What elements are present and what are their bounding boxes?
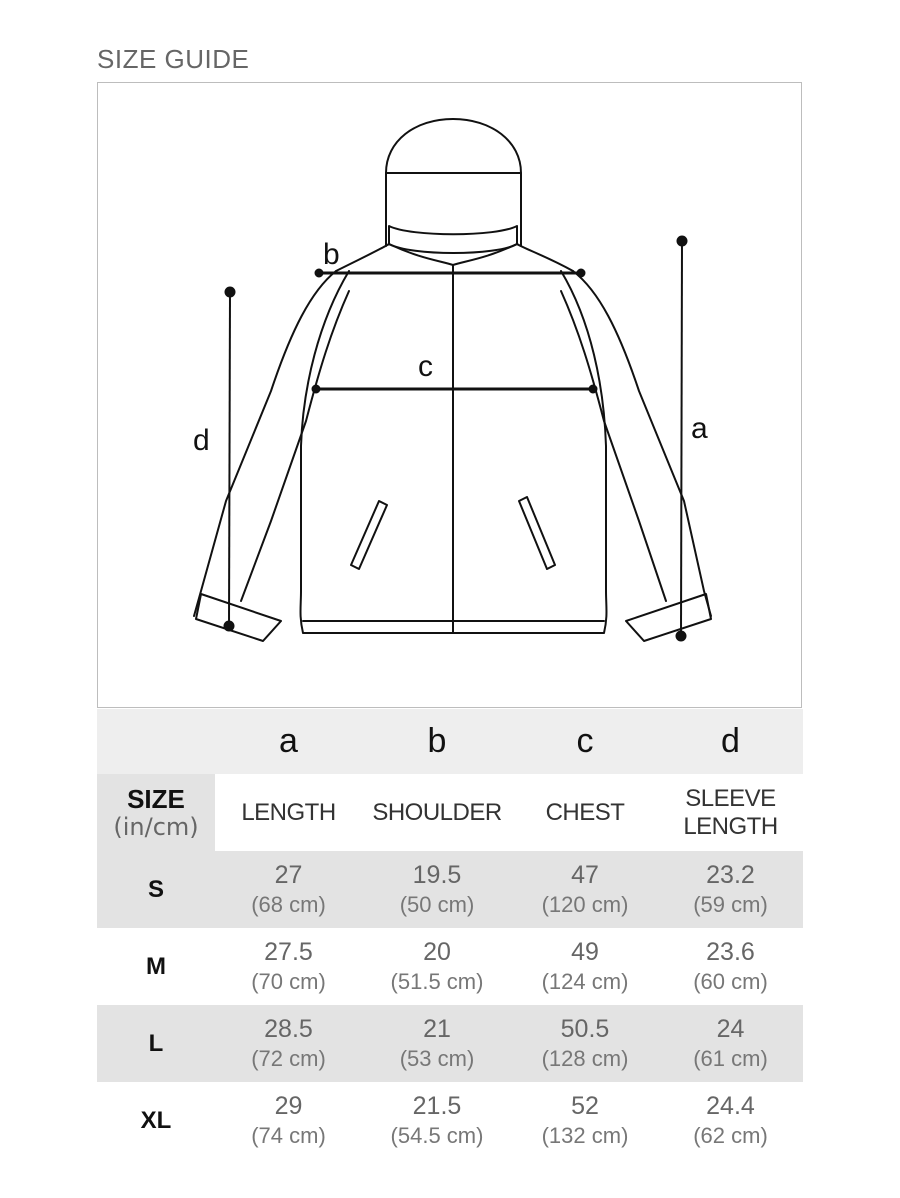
measure-dot-a-top [677,236,687,246]
shoulder-yoke [336,244,573,271]
measure-line-d [229,292,230,626]
cm-value: (50 cm) [399,891,475,917]
value-cell [512,928,658,1005]
inch-value: 24 [716,1014,745,1043]
inch-value: 50.5 [560,1014,610,1043]
size-header-units: (in/cm) [113,812,199,841]
value-cell [658,851,803,928]
value-cell [512,1005,658,1082]
value-cell [215,851,362,928]
measure-dot-a-bottom [676,631,686,641]
cm-value: (68 cm) [251,891,326,917]
right-cuff [626,594,711,641]
cm-value: (59 cm) [693,891,768,917]
size-header-title: SIZE [127,783,185,814]
inch-value: 27 [274,860,303,889]
label-a: a [691,412,708,445]
column-header-sleeve-length [658,774,803,851]
jacket-diagram [97,82,802,708]
left-cuff [196,594,281,641]
measure-dot-d-bottom [224,621,234,631]
jacket-diagram-svg [98,83,803,709]
label-d: d [193,424,210,457]
letter-a: a [279,722,298,760]
inch-value: 28.5 [264,1014,313,1043]
cm-value: (120 cm) [541,891,629,917]
column-header-sleeve-line2: LENGTH [683,812,778,840]
letter-row-corner [97,709,215,774]
cm-value: (124 cm) [541,968,629,994]
left-sleeve-outer [194,271,336,616]
size-header [97,774,215,851]
cm-value: (74 cm) [251,1122,326,1148]
measure-dot-b-right [577,269,585,277]
page-title: SIZE GUIDE [97,44,250,74]
size-table [97,709,803,1159]
label-b: b [323,238,340,271]
inch-value: 21 [423,1014,451,1043]
letter-d: d [721,722,740,760]
cm-value: (70 cm) [251,968,326,994]
cm-value: (51.5 cm) [390,968,484,994]
cm-value: (128 cm) [541,1045,629,1071]
right-sleeve-inner [561,291,666,601]
inch-value: 27.5 [264,937,313,966]
measure-dot-c-right [589,385,597,393]
value-cell [215,928,362,1005]
column-header-length: LENGTH [241,798,336,826]
value-cell [215,1005,362,1082]
value-cell [362,928,512,1005]
cm-value: (72 cm) [251,1045,326,1071]
measure-dot-d-top [225,287,235,297]
value-cell [362,851,512,928]
letter-c: c [576,722,594,760]
measure-dot-b-left [315,269,323,277]
value-cell [362,1005,512,1082]
right-pocket [519,497,555,569]
value-cell [512,1082,658,1159]
cm-value: (54.5 cm) [390,1122,484,1148]
label-c: c [418,350,433,383]
cm-value: (53 cm) [399,1045,475,1071]
value-cell [658,1005,803,1082]
cm-value: (62 cm) [693,1122,768,1148]
header-row [97,774,803,851]
letter-row [97,709,803,774]
inch-value: 19.5 [412,860,462,889]
column-header-shoulder: SHOULDER [372,798,502,826]
size-label: L [148,1029,164,1057]
inch-value: 24.4 [706,1091,755,1120]
hood-outline [386,119,521,246]
inch-value: 20 [423,937,451,966]
inch-value: 49 [571,937,599,966]
inch-value: 52 [571,1091,599,1120]
inch-value: 47 [571,860,599,889]
value-cell [658,1082,803,1159]
size-label: S [147,875,164,903]
value-cell [658,928,803,1005]
cm-value: (132 cm) [541,1122,629,1148]
table-row [97,1082,803,1159]
cm-value: (61 cm) [693,1045,768,1071]
left-sleeve-inner [241,291,349,601]
measure-dot-c-left [312,385,320,393]
collar [389,226,517,253]
inch-value: 21.5 [412,1091,462,1120]
value-cell [362,1082,512,1159]
value-cell [215,1082,362,1159]
measure-line-a [681,241,682,636]
size-label: XL [140,1106,172,1134]
cm-value: (60 cm) [693,968,768,994]
size-label: M [146,952,166,980]
table-row [97,851,803,928]
column-header-sleeve-line1: SLEEVE [685,784,776,812]
value-cell [512,851,658,928]
left-pocket [351,501,387,569]
table-row [97,928,803,1005]
inch-value: 29 [274,1091,303,1120]
table-row [97,1005,803,1082]
inch-value: 23.2 [706,860,755,889]
column-header-chest: CHEST [545,798,625,826]
inch-value: 23.6 [706,937,755,966]
letter-b: b [427,722,447,760]
